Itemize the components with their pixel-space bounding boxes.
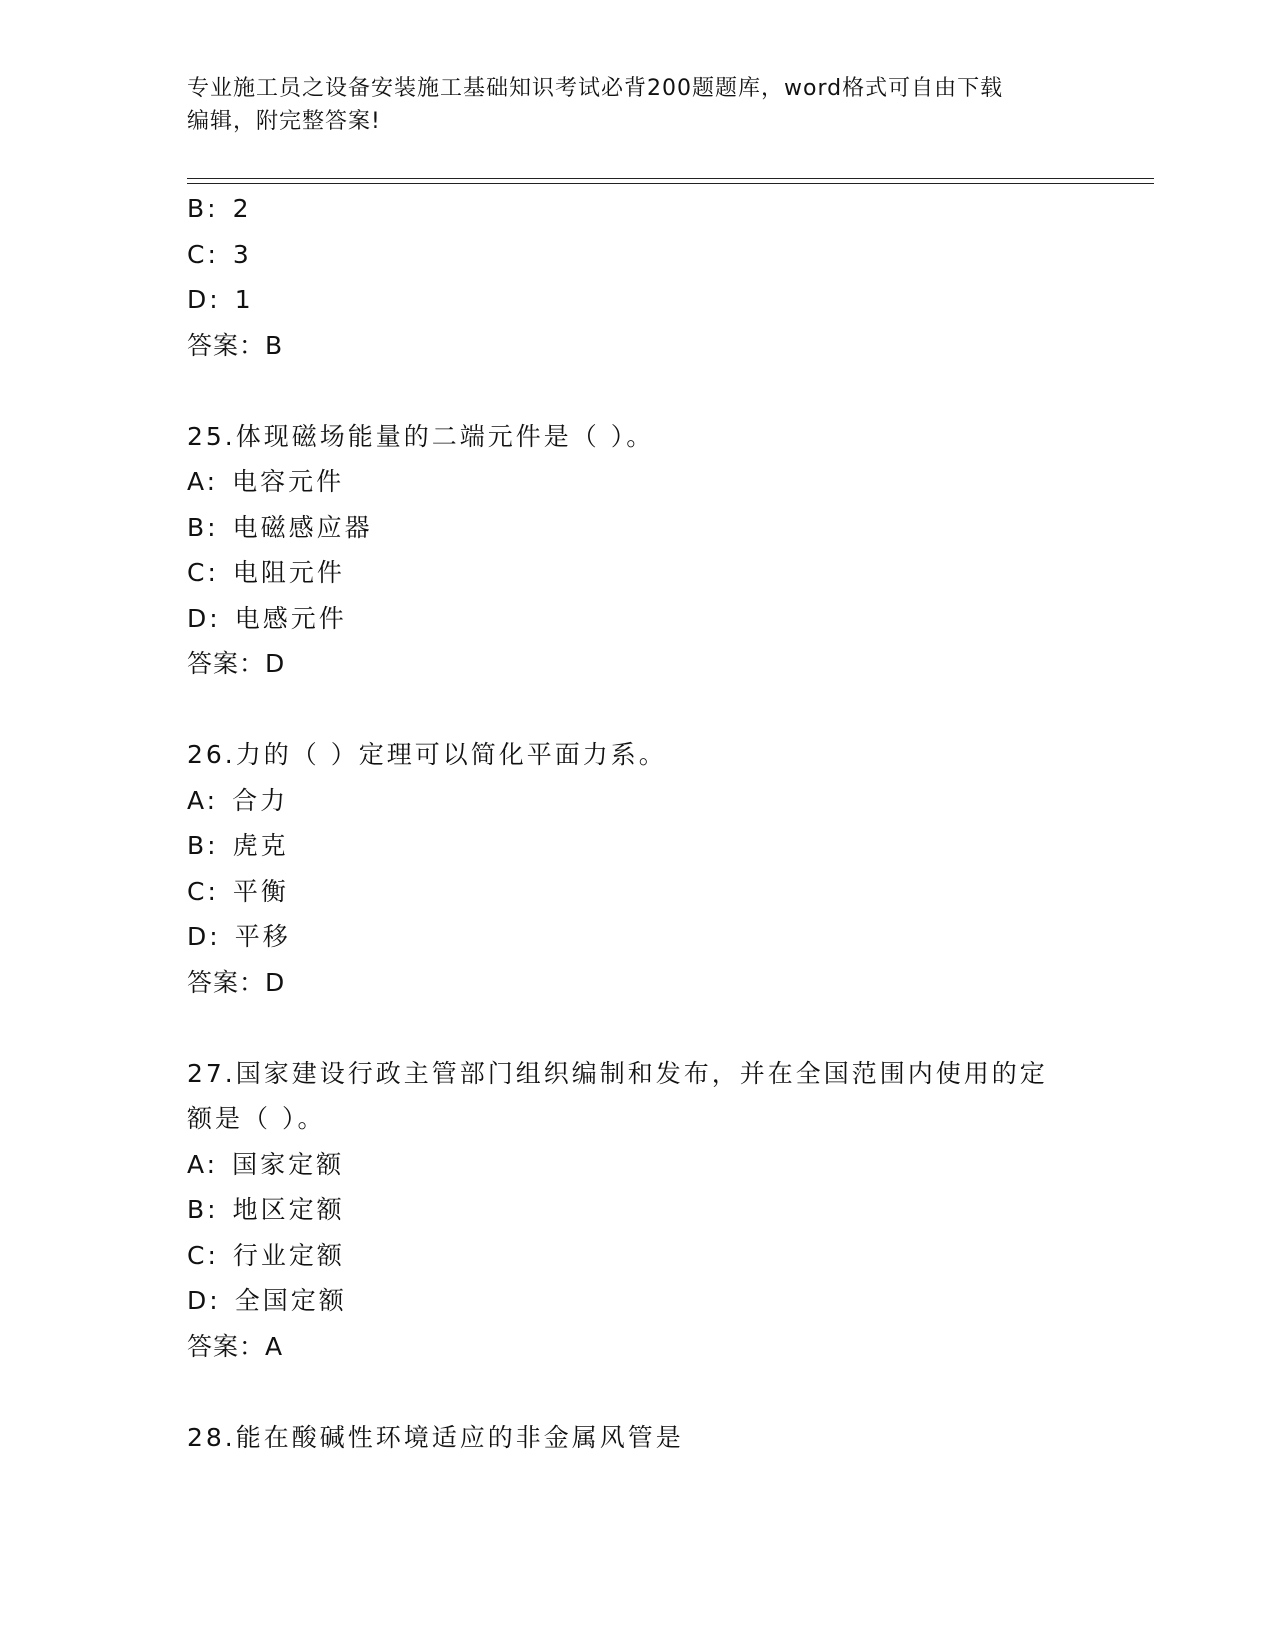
- question-stem-line-2: 额是（ ）。: [187, 1104, 326, 1133]
- option-label: C:: [187, 558, 219, 587]
- answer-line: 答案：A: [187, 1331, 284, 1361]
- spacer: [187, 687, 1087, 733]
- question-28: [187, 1415, 1087, 1461]
- option-text: 电阻元件: [232, 558, 345, 587]
- option-d: [187, 914, 1087, 960]
- answer-line: 答案：D: [187, 649, 286, 678]
- question-24-continued: [187, 186, 1087, 368]
- header-line-1: 专业施工员之设备安装施工基础知识考试必背200题题库，word格式可自由下载: [187, 76, 1004, 101]
- option-label: B:: [187, 1195, 219, 1224]
- option-c: [187, 232, 1087, 278]
- option-text: 地区定额: [232, 1195, 345, 1224]
- option-text: 电磁感应器: [232, 512, 373, 542]
- option-label: D:: [187, 603, 221, 633]
- option-label: B:: [187, 512, 219, 542]
- document-body: [187, 186, 1087, 1460]
- option-text: 平衡: [232, 876, 289, 906]
- option-text: 3: [232, 239, 252, 269]
- option-text: 虎克: [232, 831, 289, 860]
- option-b: [187, 505, 1087, 551]
- option-text: 全国定额: [234, 1286, 347, 1315]
- option-text: 电容元件: [232, 467, 345, 496]
- option-label: B:: [187, 194, 219, 223]
- option-label: B:: [187, 831, 219, 860]
- header-divider-top: [187, 178, 1154, 179]
- option-d: [187, 277, 1087, 323]
- option-a: [187, 459, 1087, 505]
- option-text: 2: [232, 194, 252, 223]
- option-label: D:: [187, 285, 221, 314]
- option-d: [187, 1278, 1087, 1324]
- document-header: [187, 72, 1087, 138]
- option-text: 行业定额: [232, 1240, 345, 1270]
- header-divider-bottom: [187, 183, 1154, 184]
- option-a: [187, 778, 1087, 824]
- option-c: [187, 1233, 1087, 1279]
- question-stem: 28.能在酸碱性环境适应的非金属风管是: [187, 1422, 684, 1452]
- spacer: [187, 1005, 1087, 1051]
- option-label: A:: [187, 785, 219, 815]
- option-d: [187, 596, 1087, 642]
- option-label: C:: [187, 876, 219, 906]
- question-26: [187, 732, 1087, 1005]
- option-label: C:: [187, 1240, 219, 1270]
- question-stem: 26.力的（ ）定理可以简化平面力系。: [187, 740, 667, 769]
- question-stem: 25.体现磁场能量的二端元件是（ ）。: [187, 421, 655, 451]
- option-label: D:: [187, 1286, 221, 1315]
- option-text: 平移: [234, 922, 291, 951]
- option-label: A:: [187, 1149, 219, 1179]
- option-label: C:: [187, 239, 219, 269]
- answer-line: 答案：B: [187, 330, 284, 360]
- question-27: [187, 1051, 1087, 1370]
- option-a: [187, 1142, 1087, 1188]
- option-label: D:: [187, 922, 221, 951]
- option-c: [187, 869, 1087, 915]
- question-25: [187, 414, 1087, 687]
- header-line-2: 编辑，附完整答案!: [187, 109, 381, 134]
- answer-line: 答案：D: [187, 967, 286, 997]
- option-label: A:: [187, 467, 219, 496]
- spacer: [187, 1369, 1087, 1415]
- option-b: [187, 186, 1087, 232]
- option-text: 国家定额: [232, 1149, 345, 1179]
- question-stem-line-1: 27.国家建设行政主管部门组织编制和发布，并在全国范围内使用的定: [187, 1058, 1048, 1088]
- option-b: [187, 1187, 1087, 1233]
- option-c: [187, 550, 1087, 596]
- option-b: [187, 823, 1087, 869]
- option-text: 1: [234, 285, 254, 314]
- option-text: 合力: [232, 785, 289, 815]
- spacer: [187, 368, 1087, 414]
- option-text: 电感元件: [234, 603, 347, 633]
